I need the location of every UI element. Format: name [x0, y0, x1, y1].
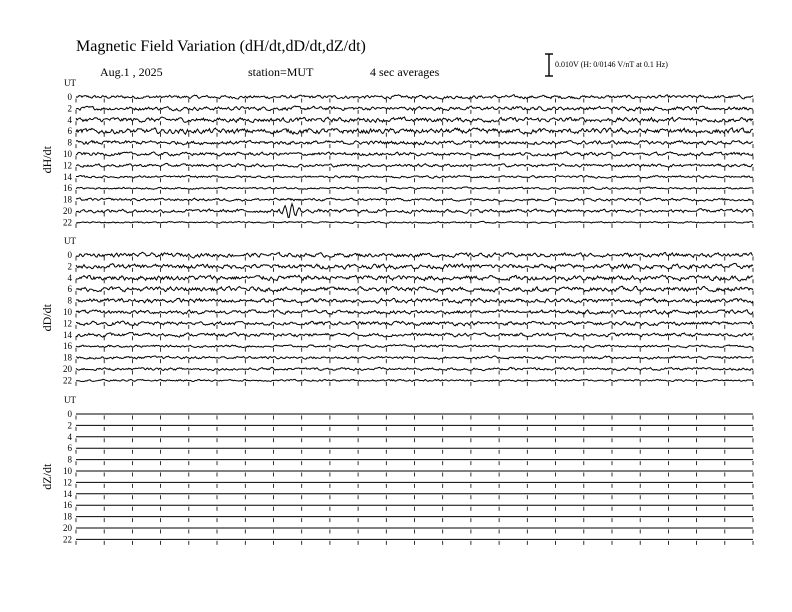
series-trace — [76, 356, 753, 359]
station-label: station=MUT — [248, 65, 314, 79]
row-tick-marks — [76, 224, 753, 228]
row-tick-marks — [76, 156, 753, 160]
row-tick-marks — [76, 359, 753, 363]
row-hour-label: 10 — [63, 149, 72, 159]
row-tick-marks — [76, 495, 753, 499]
series-trace — [76, 379, 753, 381]
row-hour-label: 10 — [63, 307, 72, 317]
row-hour-label: 22 — [63, 217, 72, 228]
y-axis-label: dH/dt — [40, 146, 54, 174]
row-tick-marks — [76, 190, 753, 194]
row-hour-label: 20 — [63, 364, 72, 374]
row-hour-label: 6 — [67, 126, 72, 137]
series-trace — [76, 345, 753, 348]
chart-title: Magnetic Field Variation (dH/dt,dD/dt,dZ/dt) — [76, 38, 366, 55]
row-hour-label: 8 — [67, 295, 72, 306]
row-tick-marks — [76, 427, 753, 431]
row-hour-label: 2 — [67, 420, 72, 431]
y-axis-label: dD/dt — [40, 304, 54, 332]
row-hour-label: 4 — [67, 272, 72, 283]
row-tick-marks — [76, 541, 753, 545]
row-tick-marks — [76, 201, 753, 205]
row-hour-label: 0 — [67, 92, 72, 102]
row-hour-label: 0 — [67, 250, 72, 260]
row-hour-label: 6 — [67, 284, 72, 295]
row-tick-marks — [76, 473, 753, 477]
row-hour-label: 2 — [67, 103, 72, 114]
row-tick-marks — [76, 279, 753, 283]
y-axis-label: dZ/dt — [40, 463, 54, 490]
row-hour-label: 18 — [63, 511, 72, 522]
averaging-label: 4 sec averages — [370, 65, 440, 79]
row-hour-label: 4 — [67, 431, 72, 442]
row-tick-marks — [76, 167, 753, 171]
row-tick-marks — [76, 144, 753, 148]
row-tick-marks — [76, 382, 753, 386]
row-tick-marks — [76, 371, 753, 375]
row-tick-marks — [76, 484, 753, 488]
series-trace — [76, 163, 753, 167]
row-hour-label: 8 — [67, 454, 72, 465]
row-tick-marks — [76, 133, 753, 137]
row-hour-label: 12 — [63, 477, 72, 488]
row-tick-marks — [76, 507, 753, 511]
ut-axis-label: UT — [64, 236, 76, 246]
row-hour-label: 8 — [67, 137, 72, 148]
row-hour-label: 18 — [63, 352, 72, 363]
row-hour-label: 16 — [63, 341, 72, 352]
series-trace — [76, 187, 753, 190]
series-trace — [76, 263, 753, 269]
series-trace — [76, 367, 753, 370]
row-tick-marks — [76, 348, 753, 352]
row-hour-label: 14 — [63, 171, 72, 182]
series-trace — [76, 95, 753, 99]
row-hour-label: 22 — [63, 375, 72, 386]
row-tick-marks — [76, 518, 753, 522]
series-trace — [76, 221, 753, 223]
row-tick-marks — [76, 99, 753, 103]
row-tick-marks — [76, 291, 753, 295]
row-hour-label: 6 — [67, 443, 72, 454]
date-label: Aug.1 , 2025 — [100, 65, 163, 79]
series-trace — [76, 198, 753, 202]
row-tick-marks — [76, 530, 753, 534]
row-hour-label: 12 — [63, 160, 72, 171]
row-hour-label: 16 — [63, 500, 72, 511]
row-hour-label: 20 — [63, 523, 72, 533]
row-tick-marks — [76, 416, 753, 420]
row-hour-label: 14 — [63, 329, 72, 340]
row-tick-marks — [76, 302, 753, 306]
row-hour-label: 2 — [67, 261, 72, 272]
series-trace — [76, 176, 753, 179]
row-hour-label: 16 — [63, 183, 72, 194]
row-tick-marks — [76, 438, 753, 442]
row-tick-marks — [76, 314, 753, 318]
row-hour-label: 4 — [67, 114, 72, 125]
ut-axis-label: UT — [64, 78, 76, 88]
row-tick-marks — [76, 178, 753, 182]
row-hour-label: 10 — [63, 466, 72, 476]
row-hour-label: 20 — [63, 206, 72, 216]
row-hour-label: 18 — [63, 194, 72, 205]
row-tick-marks — [76, 461, 753, 465]
row-tick-marks — [76, 257, 753, 261]
row-hour-label: 14 — [63, 488, 72, 499]
row-tick-marks — [76, 121, 753, 125]
scale-label: 0.010V (H: 0/0146 V/nT at 0.1 Hz) — [555, 60, 668, 69]
row-hour-label: 12 — [63, 318, 72, 329]
row-tick-marks — [76, 450, 753, 454]
ut-axis-label: UT — [64, 395, 76, 405]
row-hour-label: 22 — [63, 534, 72, 545]
row-tick-marks — [76, 213, 753, 217]
row-hour-label: 0 — [67, 409, 72, 419]
series-trace — [76, 152, 753, 156]
